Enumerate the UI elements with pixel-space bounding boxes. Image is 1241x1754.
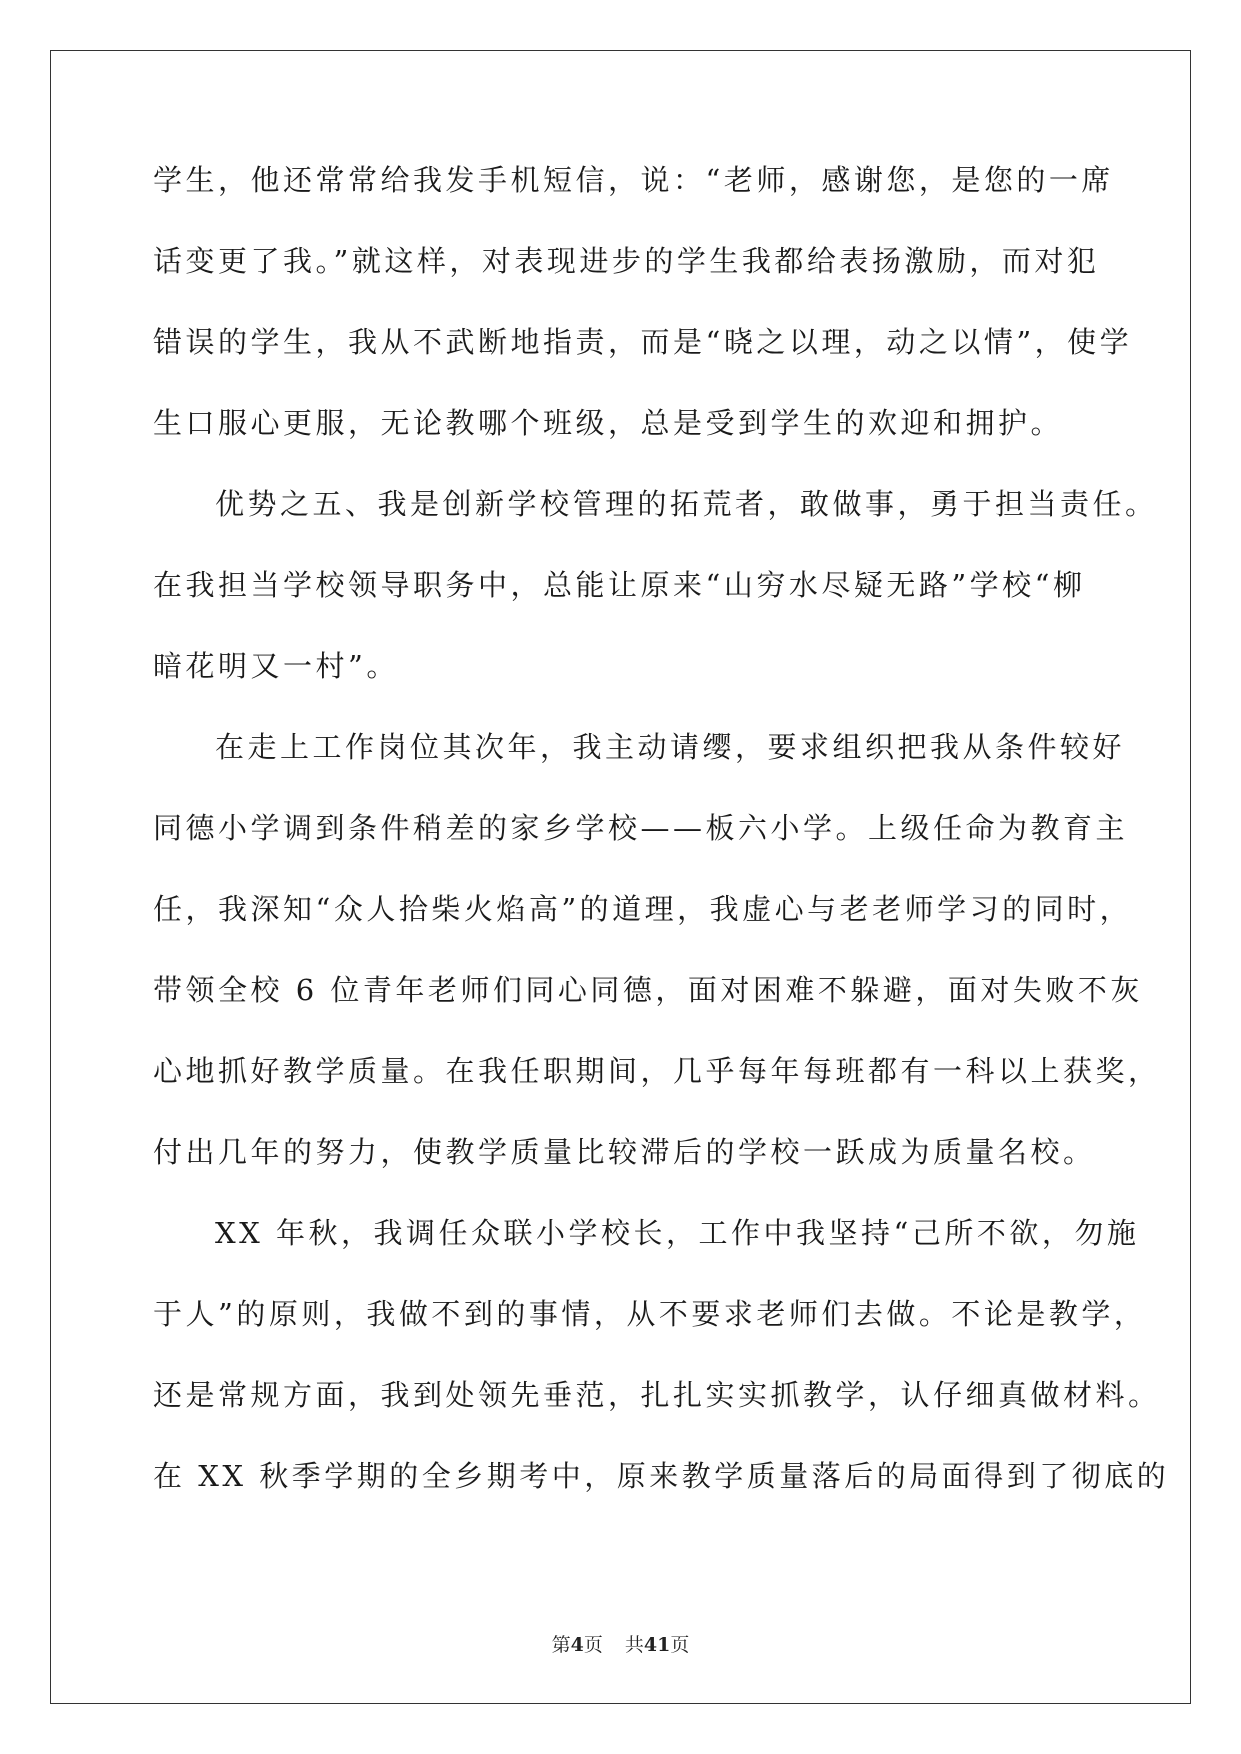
text-line-12: 心地抓好教学质量。在我任职期间，几乎每年每班都有一科以上获奖， — [153, 1054, 1161, 1088]
document-body — [153, 160, 1170, 1537]
current-page-number: 4 — [570, 1634, 584, 1656]
total-page-number: 41 — [643, 1634, 671, 1656]
text-line-16: 还是常规方面，我到处领先垂范，扎扎实实抓教学，认仔细真做材料。 — [153, 1378, 1161, 1412]
text-line-2: 话变更了我。”就这样，对表现进步的学生我都给表扬激励，而对犯 — [153, 244, 1100, 278]
text-line-5: 优势之五、我是创新学校管理的拓荒者，敢做事，勇于担当责任。 — [215, 487, 1158, 521]
text-line-13: 付出几年的努力，使教学质量比较滞后的学校一跃成为质量名校。 — [153, 1135, 1096, 1169]
text-line-10: 任，我深知“众人拾柴火焰高”的道理，我虚心与老老师学习的同时， — [153, 892, 1133, 926]
total-suffix: 页 — [670, 1634, 690, 1656]
text-line-9: 同德小学调到条件稍差的家乡学校——板六小学。上级任命为教育主 — [153, 811, 1129, 845]
text-line-8: 在走上工作岗位其次年，我主动请缨，要求组织把我从条件较好 — [215, 730, 1126, 764]
text-line-4: 生口服心更服，无论教哪个班级，总是受到学生的欢迎和拥护。 — [153, 406, 1064, 440]
page-footer — [0, 1630, 1241, 1657]
text-line-11: 带领全校 6 位青年老师们同心同德，面对困难不躲避，面对失败不灰 — [153, 973, 1143, 1007]
text-line-17: 在 XX 秋季学期的全乡期考中，原来教学质量落后的局面得到了彻底的 — [153, 1459, 1170, 1493]
text-line-7: 暗花明又一村”。 — [153, 649, 399, 683]
text-line-3: 错误的学生，我从不武断地指责，而是“晓之以理，动之以情”，使学 — [153, 325, 1133, 359]
text-line-1: 学生，他还常常给我发手机短信，说：“老师，感谢您，是您的一席 — [153, 163, 1114, 197]
text-line-14: XX 年秋，我调任众联小学校长，工作中我坚持“己所不欲，勿施 — [215, 1216, 1140, 1250]
text-line-15: 于人”的原则，我做不到的事情，从不要求老师们去做。不论是教学， — [153, 1297, 1147, 1331]
page-suffix: 页 — [583, 1634, 603, 1656]
page-prefix: 第 — [551, 1634, 571, 1656]
text-line-6: 在我担当学校领导职务中，总能让原来“山穷水尽疑无路”学校“柳 — [153, 568, 1086, 602]
total-prefix: 共 — [624, 1634, 644, 1656]
